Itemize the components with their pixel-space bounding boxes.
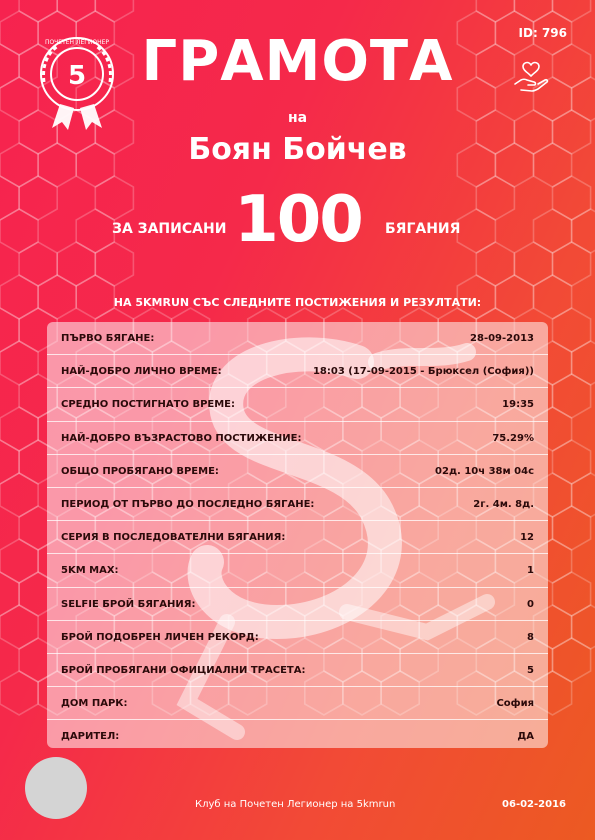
stat-row <box>47 322 548 355</box>
hexagon-shape <box>0 539 38 583</box>
hexagon-shape <box>476 242 514 286</box>
hexagon-shape <box>0 308 19 352</box>
hexagon-shape <box>553 638 591 682</box>
stat-label: 5KM MAX: <box>61 565 119 577</box>
hexagon-shape <box>553 308 591 352</box>
hexagon-shape <box>57 0 95 22</box>
hexagon-shape <box>0 407 38 451</box>
stat-label: ДАРИТЕЛ: <box>61 731 120 743</box>
hexagon-shape <box>572 341 595 385</box>
certificate-id: ID: 796 <box>518 26 567 40</box>
stat-value: 28-09-2013 <box>470 333 534 344</box>
stat-label: БРОЙ ПРОБЯГАНИ ОФИЦИАЛНИ ТРАСЕТА: <box>61 664 306 676</box>
hexagon-shape <box>0 605 38 649</box>
stat-label: СЕРИЯ В ПОСЛЕДОВАТЕЛНИ БЯГАНИЯ: <box>61 532 286 544</box>
preposition-label: на <box>287 110 308 126</box>
hexagon-shape <box>553 176 591 220</box>
stat-row <box>47 355 548 388</box>
hexagon-shape <box>0 473 38 517</box>
stats-panel <box>47 322 548 748</box>
hexagon-shape <box>514 0 552 22</box>
stat-label: SELFIE БРОЙ БЯГАНИЯ: <box>61 598 196 610</box>
stat-row <box>47 720 548 748</box>
stat-value: 5 <box>527 664 534 676</box>
club-text: Клуб на Почетен Легионер на 5kmrun <box>195 799 396 810</box>
hexagon-shape <box>572 473 595 517</box>
hexagon-shape <box>76 209 114 253</box>
hexagon-shape <box>457 209 495 253</box>
stat-row <box>47 455 548 488</box>
hexagon-shape <box>95 0 133 22</box>
stat-value: 8 <box>527 631 534 643</box>
stat-row <box>47 521 548 554</box>
hexagon-shape <box>476 176 514 220</box>
hexagon-shape <box>0 572 19 616</box>
stat-label: НАЙ-ДОБРО ЛИЧНО ВРЕМЕ: <box>61 366 222 378</box>
stat-row <box>47 654 548 687</box>
runs-label: БЯГАНИЯ <box>385 221 461 237</box>
stat-value: 1 <box>527 565 534 577</box>
hexagon-shape <box>514 242 552 286</box>
stat-value: София <box>496 698 534 710</box>
hexagon-shape <box>95 176 133 220</box>
stat-label: ОБЩО ПРОБЯГАНО ВРЕМЕ: <box>61 465 219 477</box>
issue-date: 06-02-2016 <box>502 799 566 810</box>
stat-row <box>47 588 548 621</box>
stat-row <box>47 488 548 521</box>
stat-value: 02д. 10ч 38м 04с <box>435 465 534 477</box>
hexagon-shape <box>572 209 595 253</box>
stat-row <box>47 621 548 654</box>
stat-value: 19:35 <box>502 399 534 411</box>
stat-value: 18:03 (17-09-2015 - Брюксел (София)) <box>312 366 534 378</box>
stat-row <box>47 422 548 455</box>
stat-value: 2г. 4м. 8д. <box>473 498 534 510</box>
hexagon-shape <box>553 0 591 22</box>
stat-label: ПЕРИОД ОТ ПЪРВО ДО ПОСЛЕДНО БЯГАНЕ: <box>61 498 315 510</box>
hexagon-shape <box>553 374 591 418</box>
svg-text:5: 5 <box>67 61 87 91</box>
stat-label: СРЕДНО ПОСТИГНАТО ВРЕМЕ: <box>61 399 236 411</box>
hexagon-shape <box>19 242 57 286</box>
stat-value: 75.29% <box>492 432 534 444</box>
hexagon-shape <box>553 572 591 616</box>
hexagon-shape <box>19 176 57 220</box>
certificate-title: ГРАМОТА <box>141 29 454 94</box>
recipient-name: Боян Бойчев <box>188 132 407 167</box>
stat-row <box>47 554 548 587</box>
stats-list <box>47 322 548 748</box>
stat-value: 0 <box>527 598 534 610</box>
stat-label: НАЙ-ДОБРО ВЪЗРАСТОВО ПОСТИЖЕНИЕ: <box>61 432 302 444</box>
run-count: 100 <box>234 183 362 257</box>
hexagon-shape <box>553 440 591 484</box>
hexagon-shape <box>19 0 57 22</box>
hexagon-shape <box>534 209 572 253</box>
achievements-subtitle: НА 5KMRUN СЪС СЛЕДНИТЕ ПОСТИЖЕНИЯ И РЕЗУЛТАТИ: <box>113 296 482 309</box>
hexagon-shape <box>57 242 95 286</box>
stat-row <box>47 388 548 421</box>
stat-label: ДОМ ПАРК: <box>61 698 128 710</box>
hexagon-shape <box>572 605 595 649</box>
for-label: ЗА ЗАПИСАНИ <box>112 221 227 237</box>
hexagon-shape <box>0 671 38 715</box>
hexagon-shape <box>0 209 38 253</box>
stat-value: ДА <box>517 731 534 743</box>
avatar-placeholder <box>25 757 87 819</box>
hexagon-shape <box>0 176 19 220</box>
stat-row <box>47 687 548 720</box>
hexagon-shape <box>553 506 591 550</box>
svg-text:ПОЧЕТЕН ЛЕГИОНЕР: ПОЧЕТЕН ЛЕГИОНЕР <box>44 39 110 46</box>
hexagon-shape <box>476 0 514 22</box>
stat-label: БРОЙ ПОДОБРЕН ЛИЧЕН РЕКОРД: <box>61 631 259 643</box>
hexagon-shape <box>0 440 19 484</box>
stat-label: ПЪРВО БЯГАНЕ: <box>61 333 155 344</box>
hexagon-shape <box>553 242 591 286</box>
stat-value: 12 <box>520 532 534 544</box>
hexagon-shape <box>0 341 38 385</box>
hexagon-shape <box>95 242 133 286</box>
